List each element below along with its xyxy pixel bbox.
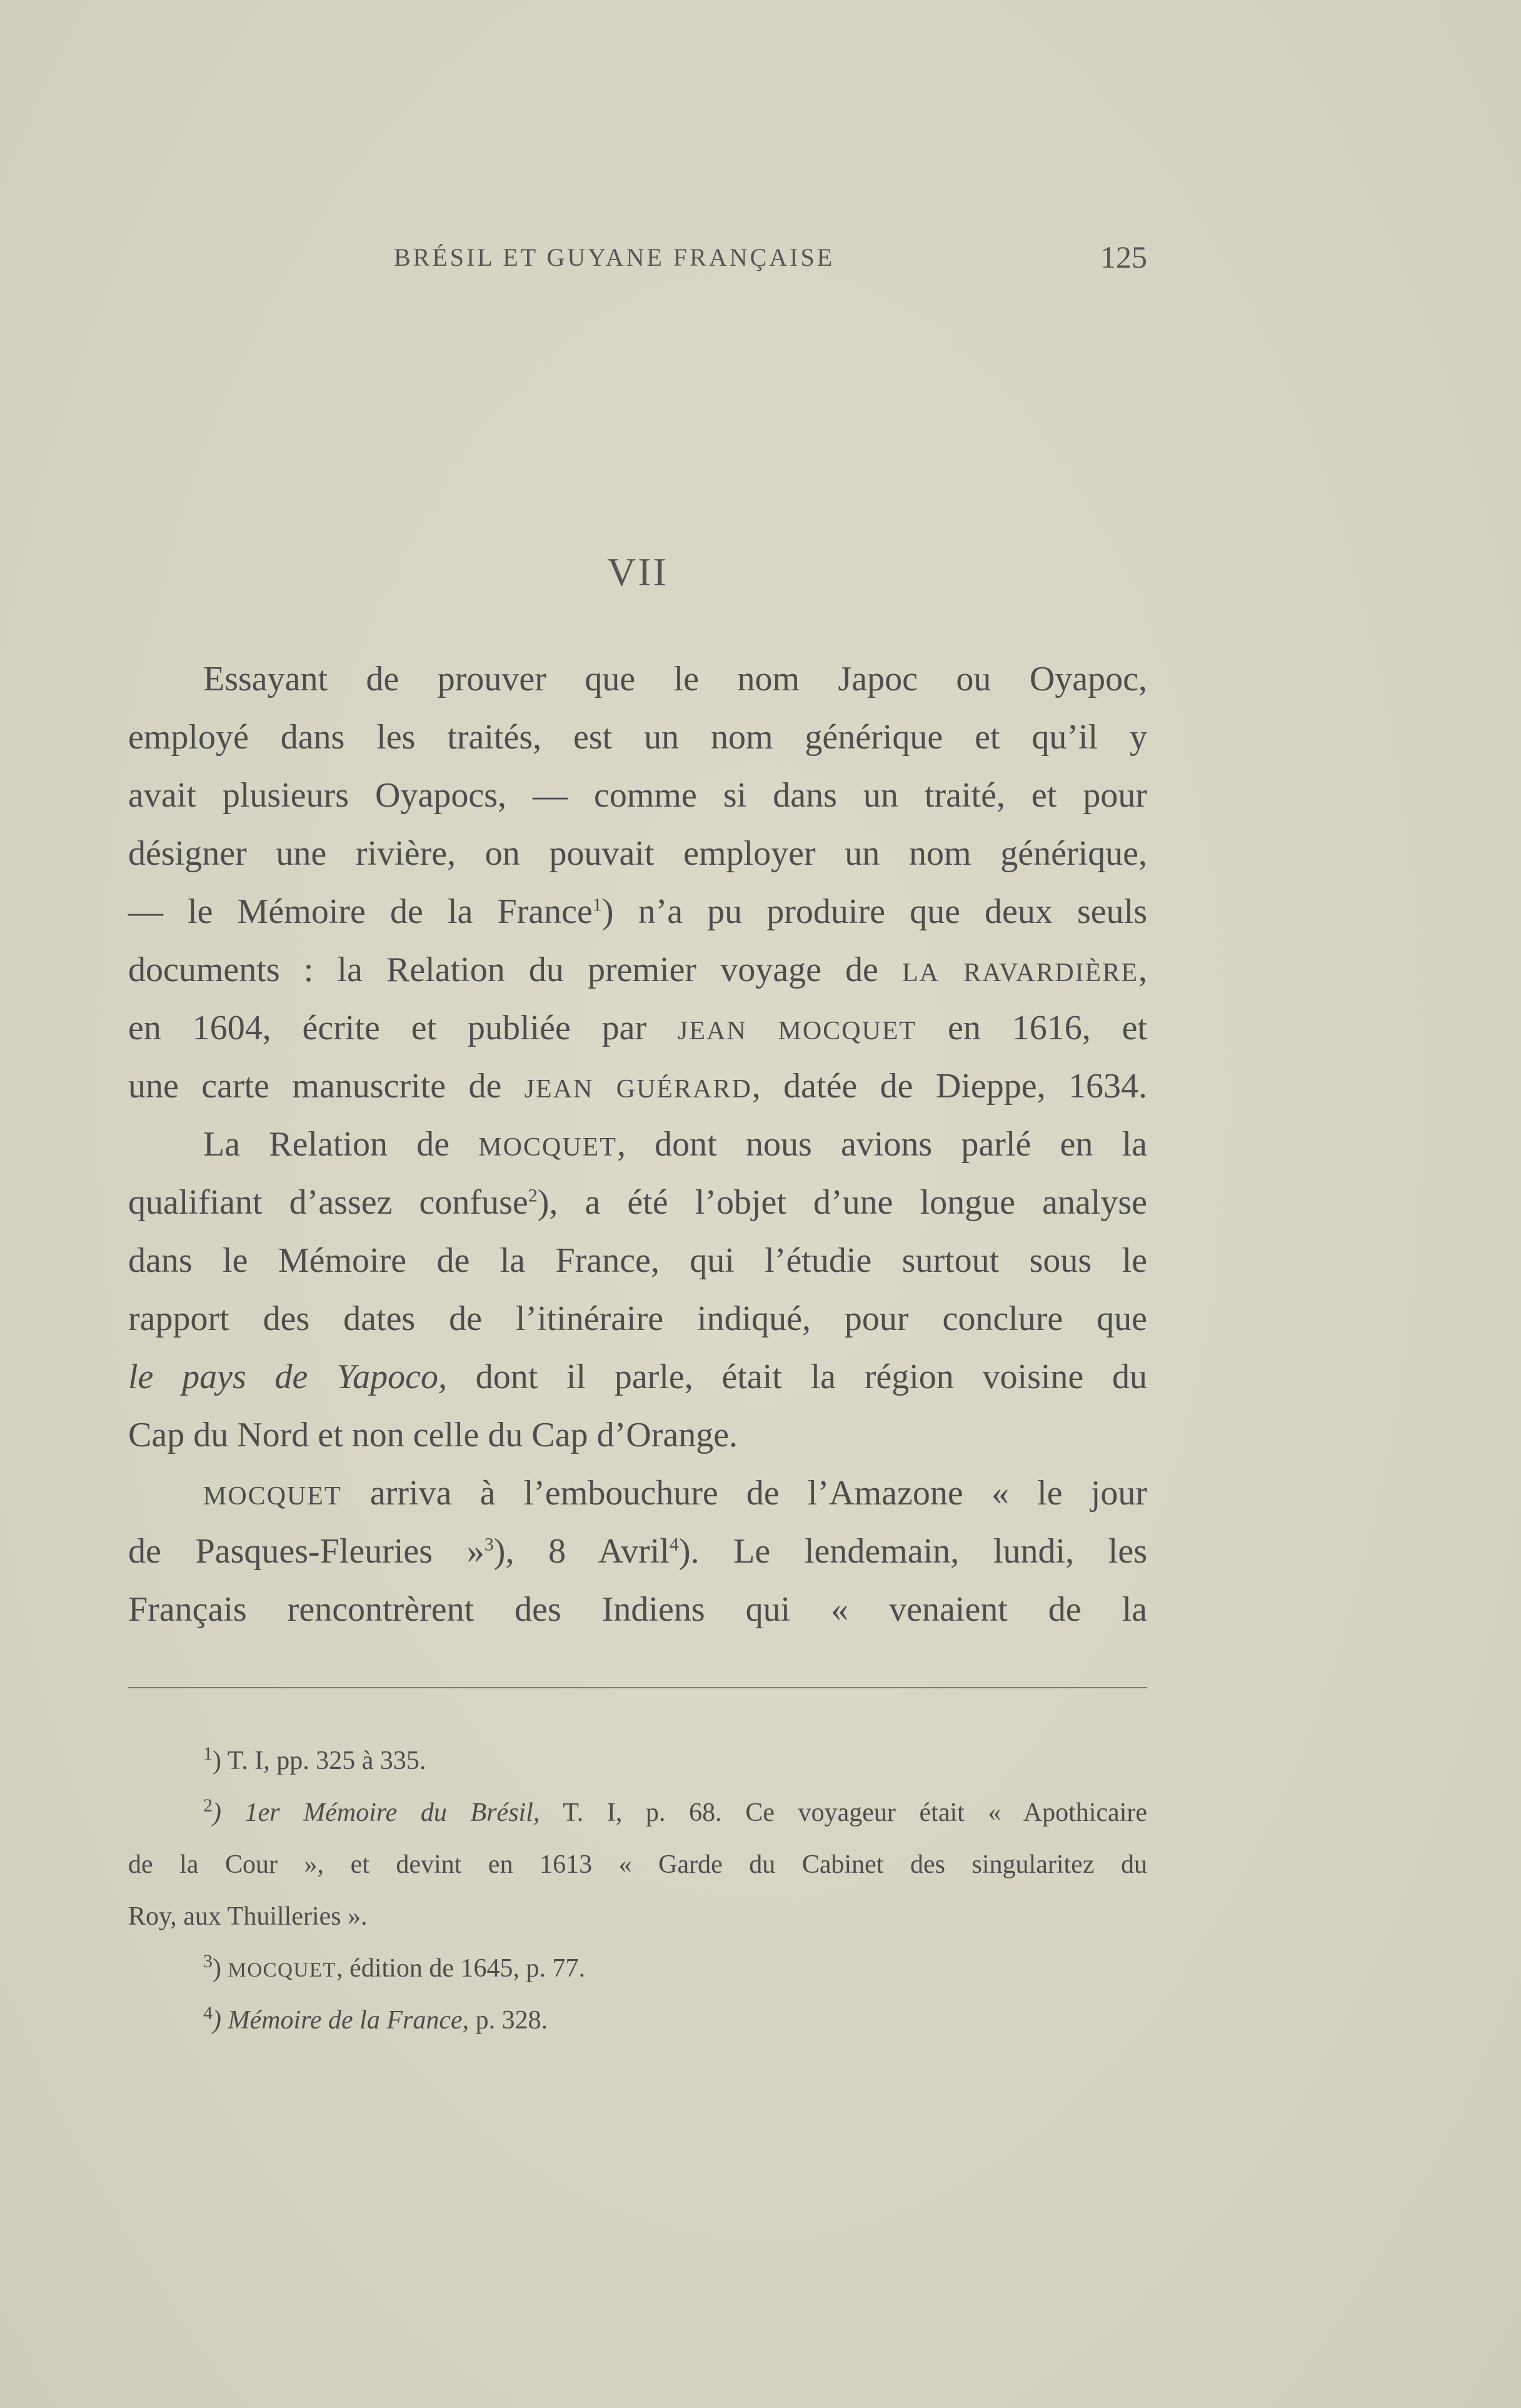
body-line-17: Français rencontrèrent des Indiens qui « venaient de la — [128, 1590, 1147, 1629]
footnote-2-text: T. I, p. 68. Ce voyageur était « Apothicaire — [540, 1798, 1147, 1827]
body-line-8 — [128, 1057, 1147, 1116]
small-caps-la: LA — [902, 959, 940, 987]
running-head — [128, 239, 1147, 280]
body-line-2: employé dans les traités, est un nom générique et qu’il y — [128, 718, 1147, 757]
footnotes — [128, 1735, 1147, 2047]
body-line-9-b: , dont nous avions parlé en la — [616, 1125, 1147, 1164]
body-line-6 — [128, 941, 1147, 999]
body-line-5-b: ) n’a pu produire que deux seuls — [601, 892, 1148, 931]
footnote-3-mark: 3 — [203, 1951, 213, 1972]
footnote-4-italic: ) Mémoire de la France, — [213, 2006, 469, 2035]
footnote-ref-3: 3 — [484, 1534, 494, 1555]
small-caps-mocquet-2: MOCQUET — [478, 1133, 617, 1162]
footnote-3 — [128, 1943, 1147, 1995]
footnote-ref-4: 4 — [669, 1534, 679, 1555]
page-number: 125 — [1100, 239, 1147, 275]
body-line-6-a: documents : la Relation du premier voyage de — [128, 950, 903, 989]
footnote-ref-2: 2 — [528, 1185, 538, 1206]
body-line-5-a: — le Mémoire de la France — [128, 892, 593, 931]
footnote-ref-1: 1 — [592, 894, 602, 915]
body-line-15-b: arriva à l’embouchure de l’Amazone « le jour — [341, 1474, 1147, 1513]
footnote-3-paren: ) — [213, 1954, 228, 1983]
body-line-7 — [128, 999, 1147, 1057]
footnote-2-italic: ) 1er Mémoire du Brésil, — [213, 1798, 540, 1827]
footnote-4 — [128, 1995, 1147, 2047]
footnote-3-small-caps: MOCQUET — [228, 1959, 337, 1982]
body-text — [128, 650, 1147, 1639]
body-line-8-b: , datée de Dieppe, 1634. — [751, 1067, 1148, 1106]
footnote-2-line-2: de la Cour », et devint en 1613 « Garde du Cabinet des singularitez du — [128, 1850, 1147, 1879]
small-caps-guerard: GUÉRARD — [616, 1075, 752, 1104]
small-caps-ravardiere: RAVARDIÈRE — [963, 959, 1138, 987]
footnote-1 — [128, 1735, 1147, 1787]
italic-le-pays-de-yapoco: le pays de Yapoco, — [128, 1358, 447, 1396]
running-title: BRÉSIL ET GUYANE FRANÇAISE — [394, 243, 835, 271]
body-line-9 — [128, 1116, 1147, 1174]
body-line-16-b: ), 8 Avril — [493, 1532, 670, 1571]
body-line-12: rapport des dates de l’itinéraire indiqué, pour conclure que — [128, 1299, 1147, 1338]
body-line-8-a: une carte manuscrite de — [128, 1067, 525, 1106]
body-line-16-c: ). Le lendemain, lundi, les — [678, 1532, 1147, 1571]
small-caps-jean: JEAN — [678, 1017, 747, 1045]
body-line-9-a: La Relation de — [203, 1125, 479, 1164]
body-line-7-a: en 1604, écrite et publiée par — [128, 1009, 678, 1047]
footnote-3-text: , édition de 1645, p. 77. — [336, 1954, 585, 1983]
footnote-2-line-3: Roy, aux Thuilleries ». — [128, 1902, 368, 1931]
body-line-10 — [128, 1174, 1147, 1232]
footnote-4-mark: 4 — [203, 2003, 213, 2023]
small-caps-mocquet-3: MOCQUET — [203, 1482, 342, 1511]
body-line-16-a: de Pasques-Fleuries » — [128, 1532, 484, 1571]
footnote-1-text: ) T. I, pp. 325 à 335. — [213, 1746, 426, 1775]
footnote-4-text: p. 328. — [469, 2006, 548, 2035]
footnote-rule — [128, 1687, 1147, 1688]
body-line-1: Essayant de prouver que le nom Japoc ou Oyapoc, — [203, 660, 1147, 698]
body-line-16 — [128, 1523, 1147, 1581]
body-line-13 — [128, 1348, 1147, 1406]
footnote-2-mark: 2 — [203, 1795, 213, 1816]
body-line-4: désigner une rivière, on pouvait employer un nom générique, — [128, 834, 1147, 873]
body-line-11: dans le Mémoire de la France, qui l’étudie surtout sous le — [128, 1241, 1147, 1280]
section-heading: VII — [607, 550, 668, 594]
body-line-14: Cap du Nord et non celle du Cap d’Orange. — [128, 1416, 738, 1454]
small-caps-mocquet: MOCQUET — [778, 1017, 917, 1045]
body-line-15 — [128, 1464, 1147, 1523]
footnote-1-mark: 1 — [203, 1743, 213, 1764]
body-line-13-b: dont il parle, était la région voisine du — [446, 1358, 1147, 1396]
body-line-5 — [128, 883, 1147, 941]
footnote-2 — [128, 1787, 1147, 1839]
body-line-6-b: , — [1138, 950, 1147, 989]
body-line-10-b: ), a été l’objet d’une longue analyse — [537, 1183, 1147, 1222]
body-line-7-b: en 1616, et — [916, 1009, 1147, 1047]
small-caps-jean-2: JEAN — [524, 1075, 594, 1104]
body-line-3: avait plusieurs Oyapocs, — comme si dans un traité, et pour — [128, 776, 1147, 815]
body-line-10-a: qualifiant d’assez confuse — [128, 1183, 528, 1222]
